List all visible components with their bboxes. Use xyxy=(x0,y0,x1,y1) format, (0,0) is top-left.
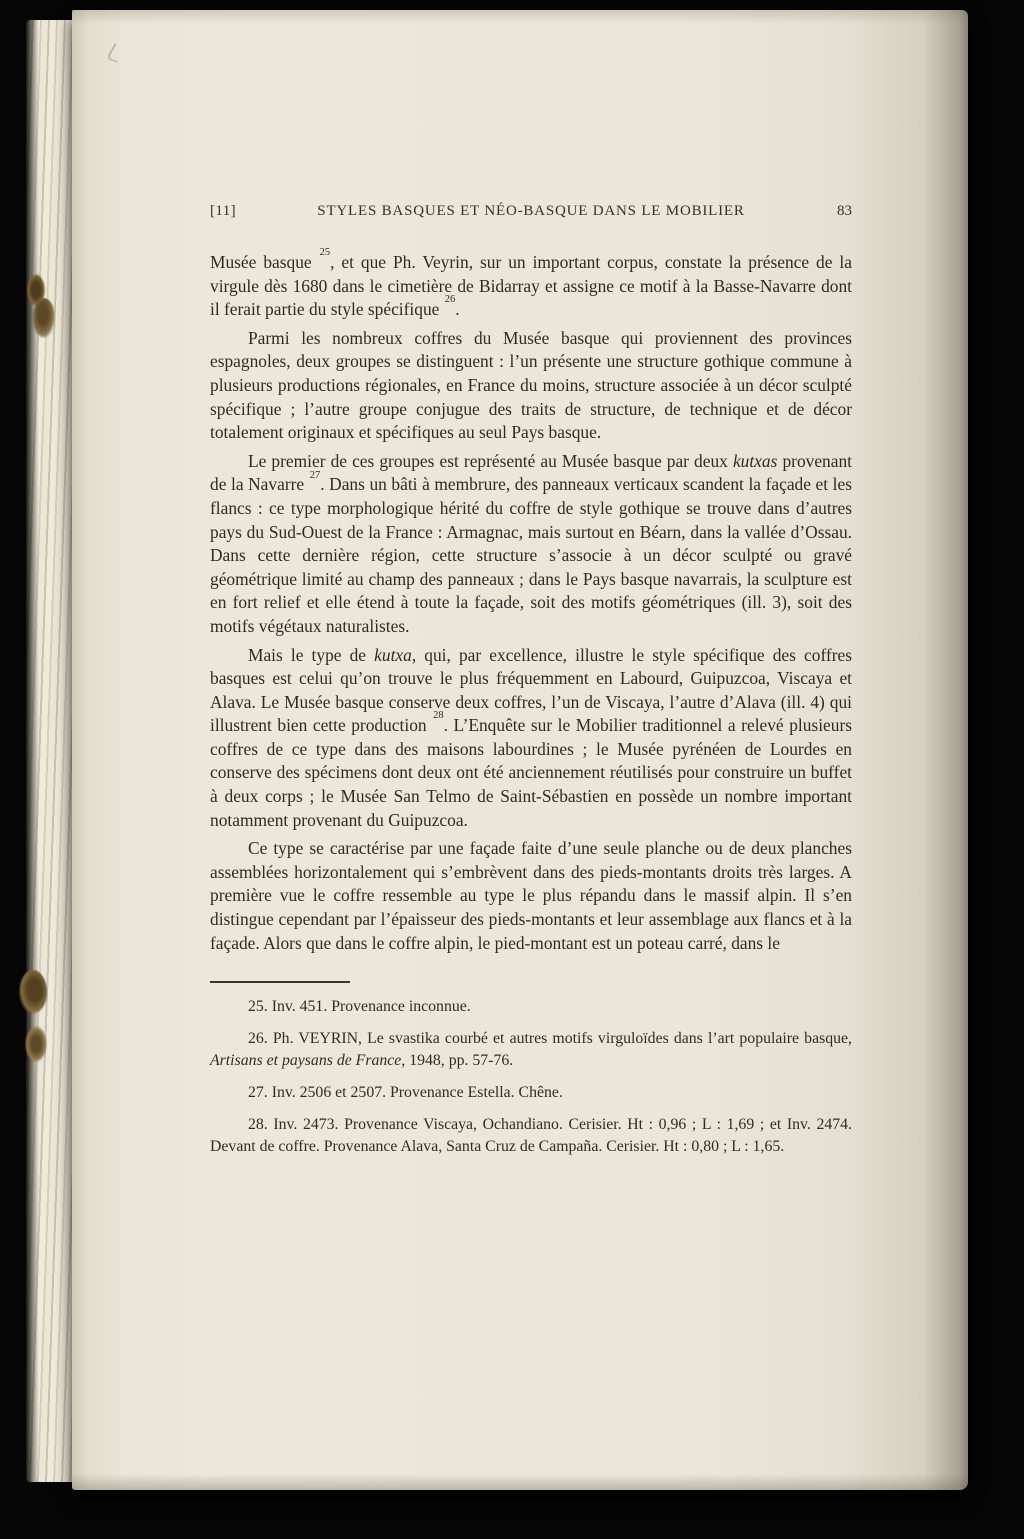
article-number: [11] xyxy=(210,203,237,219)
footnote-ref: 28 xyxy=(433,710,444,722)
text-run: Mais le type de xyxy=(248,644,375,665)
italic-text: kutxas xyxy=(732,450,778,471)
footnotes xyxy=(210,996,852,1159)
footnote-separator xyxy=(210,981,350,983)
paragraph xyxy=(210,450,852,639)
text-run: 26. Ph. VEYRIN, Le svastika courbé et autres motifs virguloïdes dans l’art populaire basque, xyxy=(248,1029,852,1047)
text-run: , qui, par excellence, illustre le style spécifique des coffres basques est celui qu’on trouve le plus fréquemment en Labourd, Guipuzcoa, Viscaya et Alava. Le Musée basque conserve deux coffres, l’un de Viscaya, l’autre d’Alava (ill. 4) qui illustrent bien cette production xyxy=(210,644,852,736)
footnote-ref: 26 xyxy=(444,294,456,306)
book-page xyxy=(72,10,968,1490)
text-run: Musée basque xyxy=(210,252,319,272)
ink-stain xyxy=(33,298,55,338)
running-title: STYLES BASQUES ET NÉO-BASQUE DANS LE MOBILIER xyxy=(317,203,745,219)
paragraph xyxy=(210,837,852,955)
text-run: Parmi les nombreux coffres du Musée basque qui proviennent des provinces espagnoles, deux groupes se distinguent : l’un présente une structure gothique commune à plusieurs productions régionales, en France du moins, structure associée à un décor sculpté spécifique ; l’autre groupe conjugue des traits de structure, de technique et de décor totalement originaux et spécifiques au seul Pays basque. xyxy=(210,327,852,443)
text-run: Le premier de ces groupes est représenté au Musée basque par deux xyxy=(248,450,733,471)
ink-stain xyxy=(25,1026,47,1062)
running-head xyxy=(210,203,852,220)
text-run: 28. Inv. 2473. Provenance Viscaya, Ochandiano. Cerisier. Ht : 0,96 ; L : 1,69 ; et Inv. 2474. Devant de coffre. Provenance Alava, Santa Cruz de Campaña. Cerisier. Ht : 0,80 ; L : 1,65. xyxy=(210,1115,852,1156)
italic-text: kutxa xyxy=(374,644,412,665)
footnote xyxy=(210,996,852,1019)
paragraph xyxy=(210,644,852,833)
footnote xyxy=(210,1028,852,1073)
text-run: 25. Inv. 451. Provenance inconnue. xyxy=(248,998,471,1016)
body-text xyxy=(210,247,852,955)
text-run: , et que Ph. Veyrin, sur un important corpus, constate la présence de la virgule dès 1680 dans le cimetière de Bidarray et assigne ce motif à la Basse-Navarre dont il ferait partie du style spécifique xyxy=(210,252,852,320)
footnote-ref: 27 xyxy=(309,469,321,481)
text-run: . Dans un bâti à membrure, des panneaux verticaux scandent la façade et les flancs : ce type morphologique hérité du coffre de style gothique se trouve dans d’autres pays du Sud-Ouest de la France : Armagnac, mais surtout en Béarn, dans la vallée d’Ossau. Dans cette dernière région, cette structure s’associe à un décor sculpté ou gravé géométrique limité au champ des panneaux ; dans le Pays basque navarrais, la sculpture est en fort relief et elle étend à toute la façade, soit des motifs géométriques (ill. 3), soit des motifs végétaux naturalistes. xyxy=(210,474,852,636)
footnote xyxy=(210,1114,852,1159)
page-content xyxy=(210,10,852,1490)
footnote xyxy=(210,1082,852,1105)
paragraph xyxy=(210,327,852,445)
text-run: . xyxy=(455,299,460,320)
text-run: Ce type se caractérise par une façade faite d’une seule planche ou de deux planches assemblées horizontalement qui s’embrèvent dans des pieds-montants droits très larges. A première vue le coffre ressemble au type le plus répandu dans le massif alpin. Il s’en distingue cependant par l’épaisseur des pieds-montants et leur assemblage aux flancs et à la façade. Alors que dans le coffre alpin, le pied-montant est un poteau carré, dans le xyxy=(210,838,852,953)
italic-text: Artisans et paysans de France xyxy=(210,1052,402,1070)
text-run: provenant de la Navarre xyxy=(210,450,852,495)
ink-stain xyxy=(19,970,47,1014)
text-run: , 1948, pp. 57-76. xyxy=(401,1052,514,1070)
text-run: . L’Enquête sur le Mobilier traditionnel a relevé plusieurs coffres de ce type dans des maisons labourdines ; le Musée pyrénéen de Lourdes en conserve des spécimens dont deux ont été anciennement réutilisés pour construire un buffet à deux corps ; le Musée San Telmo de Saint-Sébastien en possède un nombre important notamment provenant du Guipuzcoa. xyxy=(210,715,852,830)
footnote-ref: 25 xyxy=(319,247,331,259)
paragraph xyxy=(210,247,852,322)
page-number: 83 xyxy=(837,203,852,219)
text-run: 27. Inv. 2506 et 2507. Provenance Estella. Chêne. xyxy=(248,1084,563,1101)
